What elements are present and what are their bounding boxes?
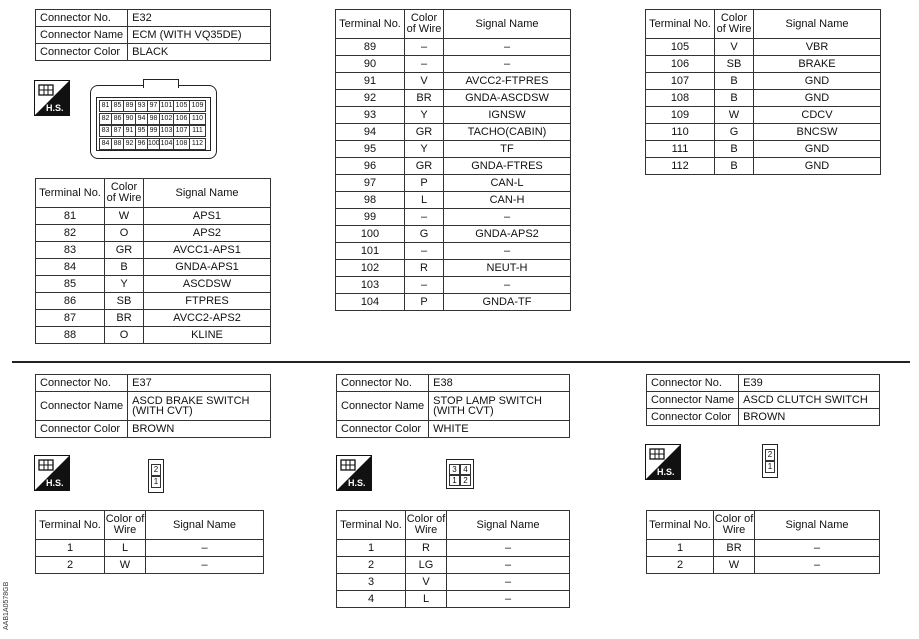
e32-pin: 108 (173, 138, 190, 150)
e39-connector-info (646, 374, 880, 426)
wire-color-cell: – (405, 39, 444, 56)
terminal-no-cell: 98 (336, 192, 405, 209)
terminal-no-cell: 81 (36, 208, 105, 225)
e39-pin: 2 (765, 449, 775, 461)
e32-connector-latch (143, 79, 179, 88)
signal-name-header: Signal Name (444, 10, 571, 39)
e38-pin: 3 (449, 464, 460, 475)
terminal-no-cell: 83 (36, 242, 105, 259)
table-row (336, 209, 571, 226)
signal-name-cell: TF (444, 141, 571, 158)
table-row (337, 591, 570, 608)
connector-no-label: Connector No. (337, 375, 429, 392)
table-row (647, 557, 880, 574)
table-row (336, 277, 571, 294)
connector-color-value: BLACK (128, 44, 271, 61)
table-row (336, 260, 571, 277)
e32-pin: 97 (147, 100, 160, 112)
e32-pin: 110 (189, 113, 206, 125)
signal-name-cell: GNDA-APS1 (144, 259, 271, 276)
signal-name-cell: – (755, 557, 880, 574)
connector-name-value: ASCD CLUTCH SWITCH (739, 392, 880, 409)
terminal-no-cell: 1 (36, 540, 105, 557)
signal-name-cell: – (444, 243, 571, 260)
terminal-no-cell: 96 (336, 158, 405, 175)
table-row (336, 141, 571, 158)
signal-name-cell: – (146, 540, 264, 557)
hs-harness-side-icon (34, 455, 70, 491)
e32-pin-block (96, 97, 211, 151)
hs-label: H.S. (657, 467, 675, 477)
wire-color-cell: B (715, 158, 754, 175)
connector-color-value: WHITE (429, 421, 570, 438)
color-of-wire-header: Color of Wire (406, 511, 447, 540)
e32-pin: 109 (189, 100, 206, 112)
e38-connector-info (336, 374, 570, 438)
terminal-no-cell: 86 (36, 293, 105, 310)
terminal-no-header: Terminal No. (36, 179, 105, 208)
connector-color-label: Connector Color (36, 44, 128, 61)
signal-name-header: Signal Name (447, 511, 570, 540)
wire-color-cell: BR (714, 540, 755, 557)
signal-name-cell: GNDA-FTRES (444, 158, 571, 175)
signal-name-cell: TACHO(CABIN) (444, 124, 571, 141)
signal-name-cell: AVCC1-APS1 (144, 242, 271, 259)
connector-name-value: ASCD BRAKE SWITCH (WITH CVT) (128, 392, 271, 421)
wire-color-cell: GR (405, 124, 444, 141)
signal-name-cell: – (447, 591, 570, 608)
connector-color-label: Connector Color (647, 409, 739, 426)
signal-name-header: Signal Name (754, 10, 881, 39)
signal-name-header: Signal Name (146, 511, 264, 540)
table-row (36, 540, 264, 557)
terminal-no-cell: 110 (646, 124, 715, 141)
terminal-no-cell: 101 (336, 243, 405, 260)
hs-harness-side-icon (336, 455, 372, 491)
table-row (36, 242, 271, 259)
wire-color-cell: GR (105, 242, 144, 259)
table-row (337, 574, 570, 591)
table-row (646, 39, 881, 56)
signal-name-cell: – (444, 39, 571, 56)
color-of-wire-header: Color of Wire (405, 10, 444, 39)
terminal-no-header: Terminal No. (36, 511, 105, 540)
signal-name-cell: FTPRES (144, 293, 271, 310)
wire-color-cell: GR (405, 158, 444, 175)
e32-pin: 100 (147, 138, 160, 150)
connector-name-label: Connector Name (337, 392, 429, 421)
e38-terminal-table (336, 510, 570, 608)
signal-name-cell: APS2 (144, 225, 271, 242)
terminal-no-header: Terminal No. (336, 10, 405, 39)
section-divider (12, 361, 910, 363)
wire-color-cell: Y (405, 141, 444, 158)
signal-name-cell: GNDA-ASCDSW (444, 90, 571, 107)
table-row (336, 39, 571, 56)
wire-color-cell: V (715, 39, 754, 56)
e38-pin: 2 (460, 475, 471, 486)
e32-pin: 107 (173, 125, 190, 137)
table-row (36, 276, 271, 293)
wire-color-cell: Y (105, 276, 144, 293)
table-row (336, 226, 571, 243)
signal-name-cell: GNDA-APS2 (444, 226, 571, 243)
color-of-wire-header: Color of Wire (714, 511, 755, 540)
signal-name-cell: GND (754, 141, 881, 158)
wire-color-cell: W (105, 208, 144, 225)
table-row (336, 158, 571, 175)
signal-name-cell: GND (754, 73, 881, 90)
e32-connector-info (35, 9, 271, 61)
e32-pin: 104 (159, 138, 174, 150)
e37-pin: 1 (151, 476, 161, 488)
table-row (646, 107, 881, 124)
e32-pin: 81 (99, 100, 112, 112)
signal-name-cell: GND (754, 90, 881, 107)
table-row (36, 208, 271, 225)
wire-color-cell: W (715, 107, 754, 124)
terminal-no-cell: 103 (336, 277, 405, 294)
table-row (36, 327, 271, 344)
wire-color-cell: B (715, 90, 754, 107)
wire-color-cell: B (715, 73, 754, 90)
terminal-no-cell: 88 (36, 327, 105, 344)
connector-no-value: E37 (128, 375, 271, 392)
wire-color-cell: – (405, 277, 444, 294)
signal-name-cell: GNDA-TF (444, 294, 571, 311)
signal-name-cell: GND (754, 158, 881, 175)
e37-connector-face (148, 459, 164, 493)
e32-terminal-table-3 (645, 9, 881, 175)
terminal-no-cell: 2 (36, 557, 105, 574)
wire-color-cell: P (405, 175, 444, 192)
e32-pin: 111 (189, 125, 206, 137)
signal-name-cell: APS1 (144, 208, 271, 225)
terminal-no-cell: 109 (646, 107, 715, 124)
terminal-no-cell: 97 (336, 175, 405, 192)
signal-name-cell: VBR (754, 39, 881, 56)
table-row (36, 259, 271, 276)
e38-pin: 1 (449, 475, 460, 486)
e32-pin: 87 (111, 125, 124, 137)
e37-pin: 2 (151, 464, 161, 476)
table-row (336, 294, 571, 311)
table-row (647, 540, 880, 557)
wire-color-cell: W (714, 557, 755, 574)
color-of-wire-header: Color of Wire (715, 10, 754, 39)
table-row (336, 56, 571, 73)
e37-connector-info (35, 374, 271, 438)
wire-color-cell: – (405, 56, 444, 73)
e32-pin: 83 (99, 125, 112, 137)
table-row (646, 124, 881, 141)
e32-pin: 89 (123, 100, 136, 112)
table-row (336, 90, 571, 107)
signal-name-cell: BRAKE (754, 56, 881, 73)
connector-no-label: Connector No. (647, 375, 739, 392)
signal-name-cell: – (447, 540, 570, 557)
table-row (646, 158, 881, 175)
terminal-no-cell: 89 (336, 39, 405, 56)
signal-name-cell: – (444, 277, 571, 294)
hs-label: H.S. (348, 478, 366, 488)
e32-pin: 99 (147, 125, 160, 137)
connector-no-value: E32 (128, 10, 271, 27)
e32-pin: 96 (135, 138, 148, 150)
signal-name-cell: – (146, 557, 264, 574)
connector-name-label: Connector Name (36, 392, 128, 421)
terminal-no-header: Terminal No. (337, 511, 406, 540)
terminal-no-cell: 100 (336, 226, 405, 243)
terminal-no-cell: 93 (336, 107, 405, 124)
terminal-no-cell: 108 (646, 90, 715, 107)
terminal-no-cell: 105 (646, 39, 715, 56)
table-row (646, 90, 881, 107)
signal-name-cell: – (755, 540, 880, 557)
terminal-no-cell: 107 (646, 73, 715, 90)
table-row (337, 540, 570, 557)
terminal-no-cell: 111 (646, 141, 715, 158)
terminal-no-cell: 1 (337, 540, 406, 557)
e38-connector-face (446, 459, 474, 489)
signal-name-cell: CAN-L (444, 175, 571, 192)
signal-name-cell: CAN-H (444, 192, 571, 209)
signal-name-cell: – (447, 574, 570, 591)
signal-name-cell: IGNSW (444, 107, 571, 124)
e32-pin: 112 (189, 138, 206, 150)
e32-pin: 94 (135, 113, 148, 125)
wire-color-cell: BR (405, 90, 444, 107)
hs-label: H.S. (46, 478, 64, 488)
terminal-no-cell: 104 (336, 294, 405, 311)
signal-name-cell: NEUT-H (444, 260, 571, 277)
e32-pin: 106 (173, 113, 190, 125)
terminal-no-cell: 99 (336, 209, 405, 226)
wire-color-cell: O (105, 225, 144, 242)
terminal-no-cell: 102 (336, 260, 405, 277)
connector-no-label: Connector No. (36, 10, 128, 27)
terminal-no-cell: 95 (336, 141, 405, 158)
connector-no-value: E38 (429, 375, 570, 392)
e32-pin: 88 (111, 138, 124, 150)
wire-color-cell: L (405, 192, 444, 209)
connector-name-value: STOP LAMP SWITCH (WITH CVT) (429, 392, 570, 421)
color-of-wire-header: Color of Wire (105, 511, 146, 540)
table-row (336, 175, 571, 192)
e39-connector-face (762, 444, 778, 478)
table-row (36, 310, 271, 327)
wire-color-cell: L (105, 540, 146, 557)
terminal-no-header: Terminal No. (646, 10, 715, 39)
table-row (337, 557, 570, 574)
terminal-no-cell: 112 (646, 158, 715, 175)
connector-color-label: Connector Color (337, 421, 429, 438)
wire-color-cell: SB (105, 293, 144, 310)
wire-color-cell: B (715, 141, 754, 158)
signal-name-cell: – (444, 209, 571, 226)
signal-name-cell: KLINE (144, 327, 271, 344)
wire-color-cell: W (105, 557, 146, 574)
wire-color-cell: G (715, 124, 754, 141)
color-of-wire-header: Color of Wire (105, 179, 144, 208)
terminal-no-cell: 94 (336, 124, 405, 141)
signal-name-cell: AVCC2-APS2 (144, 310, 271, 327)
terminal-no-cell: 2 (647, 557, 714, 574)
terminal-no-cell: 90 (336, 56, 405, 73)
table-row (336, 243, 571, 260)
e32-pin: 85 (111, 100, 124, 112)
wire-color-cell: P (405, 294, 444, 311)
e32-pin: 90 (123, 113, 136, 125)
wire-color-cell: V (405, 73, 444, 90)
table-row (336, 107, 571, 124)
connector-color-label: Connector Color (36, 421, 128, 438)
signal-name-cell: BNCSW (754, 124, 881, 141)
terminal-no-cell: 84 (36, 259, 105, 276)
signal-name-header: Signal Name (755, 511, 880, 540)
e32-pin: 91 (123, 125, 136, 137)
connector-name-label: Connector Name (36, 27, 128, 44)
terminal-no-cell: 87 (36, 310, 105, 327)
e32-pin: 103 (159, 125, 174, 137)
terminal-no-cell: 85 (36, 276, 105, 293)
table-row (336, 192, 571, 209)
e32-pin: 95 (135, 125, 148, 137)
signal-name-cell: – (447, 557, 570, 574)
wire-color-cell: R (406, 540, 447, 557)
signal-name-cell: – (444, 56, 571, 73)
hs-harness-side-icon (645, 444, 681, 480)
e32-pin: 82 (99, 113, 112, 125)
table-row (36, 293, 271, 310)
e32-terminal-table-2 (335, 9, 571, 311)
signal-name-header: Signal Name (144, 179, 271, 208)
wire-color-cell: B (105, 259, 144, 276)
wire-color-cell: R (405, 260, 444, 277)
terminal-no-cell: 106 (646, 56, 715, 73)
terminal-no-cell: 91 (336, 73, 405, 90)
terminal-no-header: Terminal No. (647, 511, 714, 540)
table-row (646, 56, 881, 73)
e37-terminal-table (35, 510, 264, 574)
hs-label: H.S. (46, 103, 64, 113)
hs-harness-side-icon (34, 80, 70, 116)
e32-pin: 86 (111, 113, 124, 125)
connector-name-label: Connector Name (647, 392, 739, 409)
document-code: AAB1A0578GB (3, 581, 10, 630)
connector-color-value: BROWN (128, 421, 271, 438)
terminal-no-cell: 3 (337, 574, 406, 591)
table-row (336, 73, 571, 90)
wire-color-cell: O (105, 327, 144, 344)
table-row (36, 225, 271, 242)
wire-color-cell: G (405, 226, 444, 243)
signal-name-cell: ASCDSW (144, 276, 271, 293)
terminal-no-cell: 82 (36, 225, 105, 242)
wire-color-cell: V (406, 574, 447, 591)
wire-color-cell: – (405, 243, 444, 260)
e32-pin: 105 (173, 100, 190, 112)
wire-color-cell: – (405, 209, 444, 226)
e39-pin: 1 (765, 461, 775, 473)
e32-pin: 102 (159, 113, 174, 125)
e32-pin: 93 (135, 100, 148, 112)
e38-pin: 4 (460, 464, 471, 475)
table-row (646, 73, 881, 90)
table-row (36, 557, 264, 574)
connector-no-label: Connector No. (36, 375, 128, 392)
connector-color-value: BROWN (739, 409, 880, 426)
wire-color-cell: LG (406, 557, 447, 574)
signal-name-cell: AVCC2-FTPRES (444, 73, 571, 90)
e32-pin: 92 (123, 138, 136, 150)
terminal-no-cell: 1 (647, 540, 714, 557)
terminal-no-cell: 92 (336, 90, 405, 107)
e32-pin: 98 (147, 113, 160, 125)
e32-pin: 101 (159, 100, 174, 112)
e32-terminal-table-1 (35, 178, 271, 344)
table-row (646, 141, 881, 158)
e39-terminal-table (646, 510, 880, 574)
wire-color-cell: SB (715, 56, 754, 73)
e32-pin: 84 (99, 138, 112, 150)
terminal-no-cell: 2 (337, 557, 406, 574)
signal-name-cell: CDCV (754, 107, 881, 124)
connector-no-value: E39 (739, 375, 880, 392)
wire-color-cell: L (406, 591, 447, 608)
wire-color-cell: BR (105, 310, 144, 327)
wire-color-cell: Y (405, 107, 444, 124)
connector-name-value: ECM (WITH VQ35DE) (128, 27, 271, 44)
table-row (336, 124, 571, 141)
terminal-no-cell: 4 (337, 591, 406, 608)
